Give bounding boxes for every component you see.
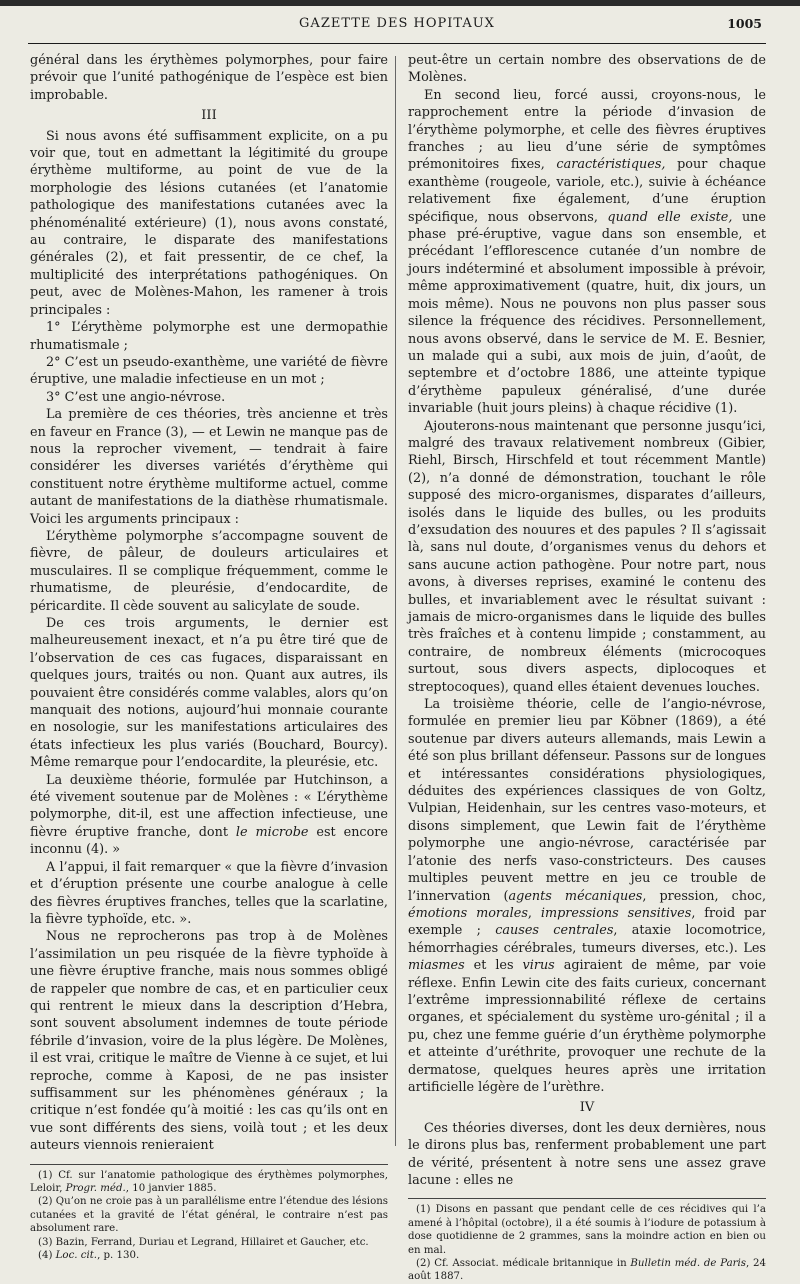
footnote: (1) Disons en passant que pendant celle de ces récidives qui l’a amené à l’hôpital (octobre), il a été soumis à l’iodure de potassium à dose quotidienne de 2 grammes, sans la moindre action en bien ou en mal. (408, 1204, 766, 1256)
text-run: En second lieu, forcé aussi, croyons-nous, le rapprochement entre la période d’invasion de l’érythème polymorphe, et celle des fièvres éruptives franches ; au lieu d’une série de symptômes prémonitoires fixes, (408, 87, 766, 173)
text-run: , froid par exemple ; (408, 905, 766, 939)
text-run: La troisième théorie, celle de l’angio-névrose, formulée en premier lieu par Köbner (1869), a été soutenue par divers auteurs allemands, mais Lewin a été son plus brillant défenseur. Passons sur de longues et intéressantes considérations physiologiques, déduites des expériences classiques de von Goltz, Vulpian, Heidenhain, sur les centres vaso-moteurs, et disons simplement, que Lewin fait de l’érythème polymorphe une angio-névrose, caractérisée par l’atonie des nerfs vaso-constricteurs. Des causes multiples peuvent mettre en jeu ce trouble de l’innervation ( (408, 697, 766, 904)
paragraph: général dans les érythèmes polymorphes, pour faire prévoir que l’unité pathogénique de l’espèce est bien improbable. (30, 53, 388, 103)
right-column (408, 52, 766, 1284)
paragraph: L’érythème polymorphe s’accompagne souvent de fièvre, de pâleur, de douleurs articulaires et musculaires. Il se complique fréquemment, comme le rhumatisme, de pleurésie, d’endocardite, de péricardite. Il cède souvent au salicylate de soude. (30, 528, 388, 614)
paragraph (408, 87, 766, 418)
footnote (408, 1257, 766, 1284)
page-header (28, 14, 766, 40)
italic-run: Progr. méd. (65, 1183, 126, 1194)
text-run: pour chaque exanthème (rougeole, variole, etc.), suivie à échéance relativement fixe également, d’une éruption spécifique, nous observons, (408, 157, 766, 225)
italic-run: émotions morales (408, 905, 528, 921)
paragraph: Ajouterons-nous maintenant que personne jusqu’ici, malgré des travaux relativement nombreux (Gibier, Riehl, Birsch, Hirschfeld et tout récemment Mantle) (2), n’a donné de démonstration, touchant le rôle supposé des micro-organismes, disparates d’ailleurs, isolés dans le liquide des bulles, ou les produits d’exsudation des nouures et des papules ? Il s’agissait là, sans nul doute, d’organismes venus du dehors et sans aucune action pathogène. Pour notre part, nous avons, à diverses reprises, examiné le contenu des bulles, et invariablement avec le résultat suivant : jamais de micro-organismes dans le liquide des bulles très fraîches et à contenu limpide ; constamment, au contraire, de nombreux éléments (microcoques surtout, sous divers aspects, diplocoques et streptocoques), quand elles étaient devenues louches. (408, 418, 766, 695)
page-number: 1005 (727, 16, 762, 31)
text-run: une phase pré-éruptive, vague dans son ensemble, et précédant l’efflorescence cutanée d’un nombre de jours indéterminé et absolument impossible à prévoir, même approximativement (quatre, huit, dix jours, un mois même). Nous ne pouvons non plus passer sous silence la fréquence des récidives. Personnellement, nous avons observé, dans le service de M. E. Besnier, un malade qui a subi, aux mois de juin, d’août, de septembre et d’octobre 1886, une atteinte typique d’érythème papuleux généralisé, d’une durée invariable (huit jours pleins) à chaque récidive (1). (408, 209, 767, 417)
italic-run: miasmes (408, 958, 465, 974)
italic-run: impressions sensitives (540, 905, 692, 921)
text-run: La deuxième théorie, formulée par Hutchinson, a été vivement soutenue par de Molènes : « L’érythème polymorphe, dit-il, est une affection infectieuse, une fièvre éruptive franche, dont (30, 772, 388, 840)
list-item: 3° C’est une angio-névrose. (46, 389, 226, 405)
paragraph: De ces trois arguments, le dernier est malheureusement inexact, et n’a pu être tiré que de l’observation de ces cas fugaces, disparaissant en quelques jours, traités ou non. Quant aux autres, ils pouvaient être considérés comme valables, alors qu’on manquait des notions, aujourd’hui monnaie courante en nosologie, sur les manifestations articulaires des états infectieux les plus variés (Bouchard, Bourcy). Même remarque pour l’endocardite, la pleurésie, etc. (30, 616, 388, 771)
text-run: (4) (38, 1250, 56, 1262)
text-run: , (527, 905, 541, 921)
footnotes-right (408, 1198, 766, 1283)
footnote: (2) Qu’on ne croie pas à un parallélisme entre l’étendue des lésions cutanées et la gravité de l’état général, le contraire n’est pas absolument rare. (30, 1196, 388, 1235)
text-run: , 10 janvier 1885. (125, 1183, 217, 1194)
text-run: , 24 août 1887. (408, 1258, 767, 1283)
footnote (30, 1169, 388, 1196)
paragraph (408, 696, 766, 1096)
text-run: et les (464, 958, 523, 974)
paragraph: La première de ces théories, très ancienne et très en faveur en France (3), — et Lewin ne manque pas de nous la reprocher vivement, — tendrait à faire considérer les diverses variétés d’érythème qui constituent notre érythème multiforme actuel, comme autant de manifestations de la diathèse rhumatismale. Voici les arguments principaux : (30, 407, 388, 527)
text-run: agiraient de même, par voie réflexe. Enfin Lewin cite des faits curieux, concernant l’extrême impressionnabilité réflexe de certains organes, et spécialement du système uro-génital ; il a pu, chez une femme guérie d’un érythème polymorphe et atteinte d’uréthrite, provoquer une rechute de la dermatose, quelques heures après une irritation artificielle légère de l’urèthre. (408, 958, 766, 1095)
italic-run: le microbe (235, 824, 309, 840)
paragraph: peut-être un certain nombre des observations de de Molènes. (408, 53, 766, 86)
paragraph: Ces théories diverses, dont les deux dernières, nous le dirons plus bas, renferment probablement une part de vérité, présentent à notre sens une assez grave lacune : elles ne (408, 1120, 766, 1188)
text-run: (1) Cf. sur l’anatomie pathologique des érythèmes polymorphes, Leloir, (30, 1169, 388, 1194)
italic-run: caractéristiques, (556, 157, 666, 173)
italic-run: quand elle existe, (607, 209, 733, 225)
footnotes-left (30, 1164, 388, 1263)
section-heading-4: IV (579, 1100, 595, 1116)
running-title: GAZETTE DES HOPITAUX (299, 16, 495, 31)
section-heading-3: III (201, 108, 217, 124)
column-divider (395, 56, 396, 1146)
italic-run: virus (522, 958, 555, 974)
paragraph (30, 772, 388, 859)
footnote (30, 1249, 388, 1262)
header-rule (28, 43, 766, 44)
paragraph: Si nous avons été suffisamment explicite, on a pu voir que, tout en admettant la légitimité du groupe érythème multiforme, au point de vue de la morphologie des lésions cutanées (et l’anatomie pathologique des manifestations cutanées avec la phénoménalité extérieure) (1), nous avons constaté, au contraire, le disparate des manifestations générales (2), et fait pressentir, de ce chef, la multiplicité des interprétations pathogéniques. On peut, avec de Molènes-Mahon, les ramener à trois principales : (30, 128, 388, 318)
italic-run: Loc. cit. (55, 1250, 98, 1262)
text-run: est encore inconnu (4). » (30, 824, 388, 858)
text-run: , pression, choc, (642, 888, 767, 904)
paragraph: Nous ne reprocherons pas trop à de Molènes l’assimilation un peu risquée de la fièvre typhoïde à une fièvre éruptive franche, mais nous sommes obligé de rappeler que nombre de cas, et en particulier ceux qui rentrent le mieux dans la description d’Hebra, sont souvent absolument indemnes de toute période fébrile d’invasion, voire de la plus légère. De Molènes, il est vrai, critique le maître de Vienne à ce sujet, et lui reproche, comme à Kaposi, de ne pas insister suffisamment sur les phénomènes généraux ; la critique n’est fondée qu’à moitié : les cas qu’ils ont en vue sont différents des siens, voilà tout ; et les deux auteurs viennois renieraient (30, 929, 388, 1154)
text-run: , p. 130. (97, 1250, 140, 1262)
italic-run: Bulletin méd. de Paris (630, 1258, 747, 1270)
paragraph: A l’appui, il fait remarquer « que la fièvre d’invasion et d’éruption présente une courbe analogue à celle des fièvres éruptives franches, telles que la scarlatine, la fièvre typhoïde, etc. ». (30, 859, 388, 927)
list-item: 1° L’érythème polymorphe est une dermopathie rhumatismale ; (30, 320, 388, 353)
text-run: , ataxie locomotrice, hémorrhagies cérébrales, tumeurs diverses, etc.). Les (408, 923, 766, 956)
text-run: (2) Cf. Associat. médicale britannique in (416, 1258, 631, 1270)
italic-run: causes centrales (495, 923, 614, 939)
left-column (30, 52, 388, 1262)
italic-run: agents mécaniques (508, 888, 643, 904)
footnote: (3) Bazin, Ferrand, Duriau et Legrand, Hillairet et Gaucher, etc. (38, 1236, 369, 1248)
list-item: 2° C’est un pseudo-exanthème, une variété de fièvre éruptive, une maladie infectieuse en un mot ; (30, 354, 388, 388)
top-border (0, 0, 800, 6)
